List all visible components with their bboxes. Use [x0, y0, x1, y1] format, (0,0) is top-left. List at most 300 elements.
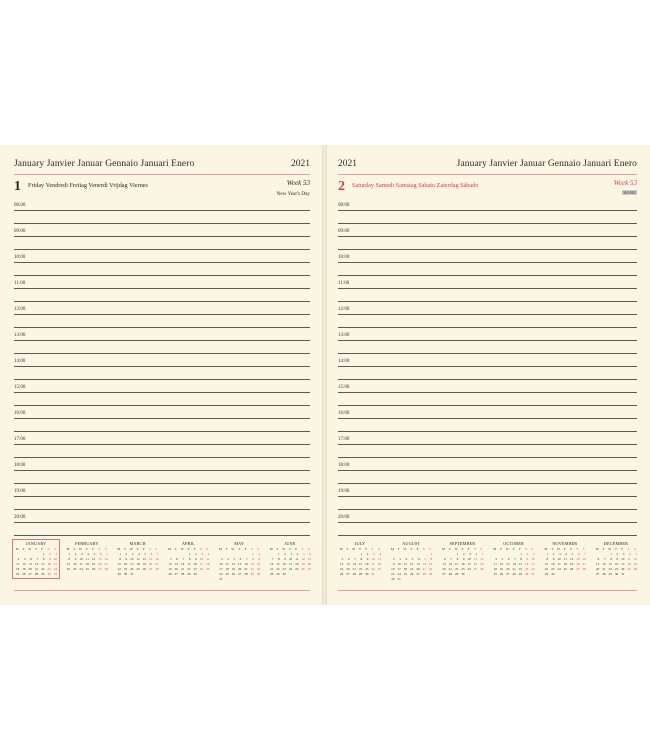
writing-line — [338, 223, 637, 224]
day-cell: 5 — [481, 552, 484, 556]
day-cell: 3 — [532, 552, 535, 556]
day-cell: 10 — [397, 562, 401, 566]
mini-month-days — [594, 552, 638, 577]
day-cell: 14 — [104, 557, 108, 561]
writing-line — [338, 236, 637, 237]
day-cell: 6 — [347, 557, 350, 561]
weekday-initial: M — [544, 547, 548, 551]
hour-label: 10:00 — [14, 255, 26, 260]
day-cell: 31 — [371, 572, 375, 576]
day-cell: 28 — [269, 572, 274, 576]
day-cell: 23 — [551, 567, 555, 571]
day-cell: 12 — [142, 557, 147, 561]
day-cell: 27 — [416, 572, 420, 576]
day-cell: 6 — [176, 557, 178, 561]
day-cell: 7 — [245, 557, 248, 561]
day-cell: 25 — [136, 567, 140, 571]
weekday-initial: F — [365, 547, 368, 551]
day-cell: 27 — [149, 567, 153, 571]
writing-line — [338, 301, 637, 302]
writing-line — [14, 301, 310, 302]
day-cell: 29 — [41, 572, 45, 576]
day-cell: 12 — [301, 557, 305, 561]
day-cell: 18 — [473, 562, 478, 566]
day-names: Friday Vendredi Freitag Venerdì Vrijdag Viernes — [28, 182, 148, 189]
day-cell: 18 — [85, 562, 89, 566]
hour-row[interactable] — [14, 357, 310, 383]
hour-row[interactable] — [338, 279, 637, 305]
day-cell: 26 — [569, 567, 574, 571]
day-cell: 4 — [495, 557, 497, 561]
day-cell: 8 — [360, 557, 363, 561]
weekday-initial: T — [500, 547, 502, 551]
day-cell: 11 — [206, 557, 210, 561]
day-cell: 6 — [239, 557, 242, 561]
mini-month-days — [492, 552, 536, 577]
day-cell: 20 — [506, 567, 510, 571]
day-cell: 5 — [635, 552, 637, 556]
weekday-initial: T — [289, 547, 291, 551]
day-cell: 24 — [621, 567, 625, 571]
hour-row[interactable] — [14, 461, 310, 487]
writing-line — [14, 405, 310, 406]
day-cell — [478, 572, 484, 577]
day-cell: 16 — [47, 562, 51, 566]
day-cell: 2 — [125, 552, 128, 556]
year: 2021 — [291, 159, 310, 169]
day-cell: 22 — [117, 567, 121, 571]
day-cell: 2 — [366, 552, 369, 556]
day-cell: 9 — [125, 557, 128, 561]
day-cell: 15 — [454, 562, 459, 566]
day-cell: 10 — [557, 557, 561, 561]
hour-label: 11:00 — [338, 281, 350, 286]
weekday-initial: T — [85, 547, 88, 551]
day-cell: 3 — [290, 552, 293, 556]
writing-line — [338, 457, 637, 458]
day-cell: 3 — [373, 552, 375, 556]
hour-row[interactable] — [14, 305, 310, 331]
day-cell: 23 — [525, 567, 529, 571]
day-cell: 4 — [227, 557, 229, 561]
day-cell: 16 — [461, 562, 465, 566]
weekday-initial: F — [244, 547, 247, 551]
day-cell: 14 — [180, 562, 185, 566]
day-cell: 29 — [428, 572, 433, 576]
mini-month-name: JANUARY — [25, 541, 47, 546]
day-cell: 20 — [346, 567, 350, 571]
weekday-header — [440, 547, 484, 551]
weekday-initial: M — [117, 547, 121, 551]
day-cell: 1 — [119, 552, 121, 556]
hour-label: 08:00 — [14, 203, 26, 208]
weekday-initial: T — [602, 547, 605, 551]
day-cell: 17 — [288, 562, 293, 566]
day-cell: 19 — [168, 567, 172, 571]
weekday-header — [389, 547, 433, 551]
mini-month-september — [440, 541, 484, 577]
hour-label: 14:00 — [338, 359, 350, 364]
hour-row[interactable] — [338, 513, 637, 539]
day-cell: 5 — [233, 557, 236, 561]
hour-label: 17:00 — [14, 437, 26, 442]
day-cell: 29 — [358, 572, 363, 576]
weekday-initial: W — [180, 547, 184, 551]
mini-calendars — [14, 541, 312, 587]
writing-line — [14, 418, 310, 419]
day-cell: 20 — [98, 562, 102, 566]
day-cell: 8 — [610, 557, 612, 561]
hour-label: 19:00 — [338, 489, 350, 494]
writing-line — [338, 210, 637, 211]
day-cell: 9 — [552, 557, 555, 561]
hour-row[interactable] — [14, 253, 310, 279]
day-cell: 24 — [467, 567, 471, 571]
day-cell: 10 — [371, 557, 375, 561]
mini-month-days — [14, 552, 58, 577]
day-cell: 10 — [531, 557, 535, 561]
day-cell: 12 — [480, 557, 484, 561]
weekday-initial: M — [493, 547, 497, 551]
day-cell: 16 — [256, 562, 261, 566]
day-cell: 13 — [442, 562, 446, 566]
day-cell: 26 — [168, 572, 172, 576]
day-cell: 2 — [258, 552, 261, 556]
day-cell: 22 — [428, 567, 433, 571]
day-cell: 22 — [608, 567, 612, 571]
day-cell: 12 — [633, 557, 637, 561]
day-cell: 2 — [616, 552, 619, 556]
day-cell: 30 — [461, 572, 465, 576]
day-cell: 18 — [206, 562, 210, 566]
writing-line — [338, 418, 637, 419]
day-cell: 5 — [144, 552, 147, 556]
day-cell: 4 — [296, 552, 299, 556]
day-cell: 16 — [614, 562, 619, 566]
weekday-initial: F — [467, 547, 470, 551]
day-cell: 11 — [85, 557, 89, 561]
day-cell: 15 — [117, 562, 121, 566]
day-cell: 5 — [303, 552, 305, 556]
weekday-header — [217, 547, 261, 551]
hour-label: 13:00 — [338, 333, 350, 338]
weekday-initial: W — [129, 547, 133, 551]
writing-line — [14, 340, 310, 341]
day-cell: 8 — [430, 557, 433, 561]
weekday-initial: T — [174, 547, 177, 551]
writing-line — [14, 379, 310, 380]
day-cell: 10 — [621, 557, 625, 561]
hour-row[interactable] — [14, 513, 310, 539]
day-cell: 22 — [250, 567, 254, 571]
mini-month-name: SEPTEMBER — [449, 541, 476, 546]
day-cell: 5 — [23, 557, 26, 561]
day-cell: 4 — [17, 557, 20, 561]
weekday-initial: T — [225, 547, 228, 551]
day-cell: 9 — [49, 557, 51, 561]
day-cell: 21 — [352, 567, 356, 571]
hour-label: 11:00 — [14, 281, 26, 286]
day-cell: 4 — [629, 552, 631, 556]
hour-row[interactable] — [338, 435, 637, 461]
day-cell: 18 — [627, 562, 631, 566]
day-cell: 13 — [416, 562, 420, 566]
weekday-initial: M — [339, 547, 343, 551]
weekday-initial: T — [551, 547, 554, 551]
mini-month-name: NOVEMBER — [552, 541, 578, 546]
day-cell: 21 — [582, 562, 586, 566]
day-cell: 1 — [520, 552, 523, 556]
hour-row[interactable] — [338, 331, 637, 357]
day-cell: 23 — [461, 567, 465, 571]
day-cell: 8 — [546, 557, 549, 561]
day-cell: 15 — [276, 562, 280, 566]
day-cell: 28 — [352, 572, 356, 576]
day-cell: 14 — [512, 562, 516, 566]
day-cell: 3 — [399, 557, 401, 561]
day-cell: 14 — [155, 557, 159, 561]
day-cell: 31 — [130, 572, 134, 576]
day-cell — [153, 572, 159, 577]
day-cell: 10 — [130, 557, 134, 561]
writing-line — [338, 262, 637, 263]
day-cell: 23 — [614, 567, 619, 571]
day-cell: 24 — [557, 567, 561, 571]
day-cell: 6 — [309, 552, 311, 556]
day-cell: 5 — [93, 552, 96, 556]
weekday-initial: W — [608, 547, 612, 551]
day-cell: 16 — [282, 562, 286, 566]
day-cell: 1 — [546, 552, 549, 556]
day-cell: 31 — [219, 577, 223, 581]
writing-line — [338, 405, 637, 406]
day-cell: 28 — [155, 567, 159, 571]
day-cell: 4 — [379, 552, 381, 556]
day-cell: 24 — [219, 572, 223, 576]
day-cell — [581, 572, 587, 577]
day-cell: 5 — [571, 552, 574, 556]
day-cell: 13 — [238, 562, 242, 566]
hour-row[interactable] — [14, 331, 310, 357]
weekday-initial: T — [346, 547, 349, 551]
day-cell: 3 — [558, 552, 561, 556]
day-cell: 25 — [206, 567, 210, 571]
day-cell: 16 — [525, 562, 529, 566]
day-cell: 8 — [252, 557, 254, 561]
day-cell: 26 — [339, 572, 344, 576]
day-cell: 15 — [608, 562, 612, 566]
hour-row[interactable] — [338, 201, 637, 227]
day-cell: 6 — [417, 557, 420, 561]
hour-row[interactable] — [338, 357, 637, 383]
day-cell — [306, 572, 312, 577]
weekday-header — [338, 547, 382, 551]
hour-row[interactable] — [14, 201, 310, 227]
day-cell: 7 — [424, 557, 426, 561]
writing-line — [14, 366, 310, 367]
day-cell: 26 — [231, 572, 236, 576]
day-cell: 28 — [180, 572, 185, 576]
day-cell: 16 — [73, 562, 77, 566]
day-cell: 21 — [244, 567, 248, 571]
mini-month-days — [166, 552, 210, 577]
day-cell: 10 — [53, 557, 57, 561]
day-cell: 25 — [403, 572, 408, 576]
hour-label: 18:00 — [338, 463, 350, 468]
day-cell: 5 — [411, 557, 414, 561]
hour-label: 14:00 — [14, 359, 26, 364]
hour-label: 15:00 — [14, 385, 26, 390]
writing-line — [338, 249, 637, 250]
day-cell: 3 — [622, 552, 625, 556]
day-cell: 12 — [339, 562, 344, 566]
hour-row[interactable] — [14, 383, 310, 409]
day-cell: 8 — [119, 557, 121, 561]
day-cell: 15 — [358, 562, 363, 566]
hour-row[interactable] — [338, 461, 637, 487]
day-cell: 7 — [603, 557, 606, 561]
day-cell: 7 — [271, 557, 274, 561]
writing-line — [338, 470, 637, 471]
calendar-rule — [14, 590, 310, 591]
day-cell: 23 — [73, 567, 77, 571]
writing-line — [14, 483, 310, 484]
day-cell: 3 — [469, 552, 471, 556]
weekday-initial: S — [576, 547, 579, 551]
day-cell: 1 — [456, 552, 459, 556]
mini-month-march — [116, 541, 160, 577]
day-cell: 16 — [551, 562, 555, 566]
weekday-initial: F — [142, 547, 145, 551]
day-cell: 19 — [499, 567, 504, 571]
day-cell: 29 — [250, 572, 254, 576]
hour-label: 09:00 — [14, 229, 26, 234]
day-cell: 7 — [584, 552, 586, 556]
hour-row[interactable] — [14, 227, 310, 253]
day-cell: 21 — [602, 567, 606, 571]
weekday-header — [65, 547, 109, 551]
day-cell: 24 — [397, 572, 401, 576]
day-cell: 9 — [392, 562, 395, 566]
day-cell: 19 — [410, 567, 414, 571]
weekday-initial: W — [231, 547, 235, 551]
day-cell: 28 — [104, 567, 108, 571]
day-cell: 28 — [512, 572, 516, 576]
day-cell: 19 — [339, 567, 344, 571]
day-cell: 27 — [28, 572, 32, 576]
weekday-initial: S — [53, 547, 56, 551]
header-rule — [338, 174, 637, 175]
day-cell: 21 — [155, 562, 159, 566]
week-label: Week 53 — [613, 179, 637, 187]
day-cell: 10 — [79, 557, 83, 561]
day-cell: 11 — [473, 557, 478, 561]
hour-row[interactable] — [338, 487, 637, 513]
writing-line — [338, 314, 637, 315]
day-cell: 15 — [428, 562, 433, 566]
header-rule — [14, 174, 310, 175]
day-cell: 27 — [442, 572, 446, 576]
hour-row[interactable] — [14, 435, 310, 461]
hour-label: 16:00 — [338, 411, 350, 416]
day-cell: 12 — [231, 562, 236, 566]
hour-row[interactable] — [338, 253, 637, 279]
day-cell: 9 — [74, 557, 77, 561]
mini-month-days — [389, 552, 433, 582]
hour-row[interactable] — [14, 409, 310, 435]
writing-line — [338, 392, 637, 393]
writing-line — [338, 496, 637, 497]
day-cell: 2 — [49, 552, 51, 556]
hour-row[interactable] — [338, 227, 637, 253]
day-cell: 10 — [467, 557, 471, 561]
day-cell: 9 — [526, 557, 529, 561]
weekday-initial: S — [531, 547, 534, 551]
weekday-initial: T — [238, 547, 241, 551]
hour-row[interactable] — [338, 383, 637, 409]
hour-row[interactable] — [14, 487, 310, 513]
day-cell: 29 — [276, 572, 280, 576]
day-cell: 5 — [341, 557, 344, 561]
day-cell: 23 — [47, 567, 51, 571]
weekday-header — [543, 547, 587, 551]
day-cell: 24 — [288, 567, 293, 571]
weekday-initial: T — [136, 547, 139, 551]
weekday-initial: S — [200, 547, 202, 551]
writing-line — [338, 483, 637, 484]
weekday-initial: F — [41, 547, 44, 551]
weekday-initial: S — [155, 547, 158, 551]
day-cell: 25 — [85, 567, 89, 571]
mini-month-name: MARCH — [129, 541, 146, 546]
weekday-initial: S — [627, 547, 630, 551]
weekday-header — [594, 547, 638, 551]
day-cell: 27 — [307, 567, 311, 571]
weekday-initial: S — [301, 547, 304, 551]
weekday-initial: M — [15, 547, 19, 551]
day-cell: 17 — [130, 562, 134, 566]
day-cell: 26 — [142, 567, 147, 571]
hour-row[interactable] — [338, 409, 637, 435]
day-cell: 19 — [91, 562, 96, 566]
day-number: 2 — [338, 179, 345, 194]
day-cell: 12 — [22, 562, 26, 566]
hour-row[interactable] — [14, 279, 310, 305]
day-cell: 17 — [219, 567, 223, 571]
day-cell: 27 — [346, 572, 350, 576]
mini-month-days — [440, 552, 484, 577]
day-cell: 19 — [231, 567, 236, 571]
day-cell: 10 — [288, 557, 293, 561]
day-cell: 2 — [392, 557, 395, 561]
day-cell: 12 — [410, 562, 414, 566]
day-cell: 25 — [627, 567, 631, 571]
day-cell: 26 — [480, 567, 484, 571]
day-cell: 1 — [42, 552, 45, 556]
day-cell: 31 — [397, 577, 401, 581]
day-cell: 17 — [371, 562, 375, 566]
day-cell: 11 — [493, 562, 497, 566]
day-cell: 1 — [252, 552, 254, 556]
weekday-initial: T — [22, 547, 25, 551]
writing-line — [338, 275, 637, 276]
day-cell: 4 — [87, 552, 89, 556]
day-cell: 23 — [123, 567, 128, 571]
hour-row[interactable] — [338, 305, 637, 331]
day-cell: 26 — [22, 572, 26, 576]
day-cell: 20 — [174, 567, 178, 571]
day-cell: 21 — [180, 567, 185, 571]
